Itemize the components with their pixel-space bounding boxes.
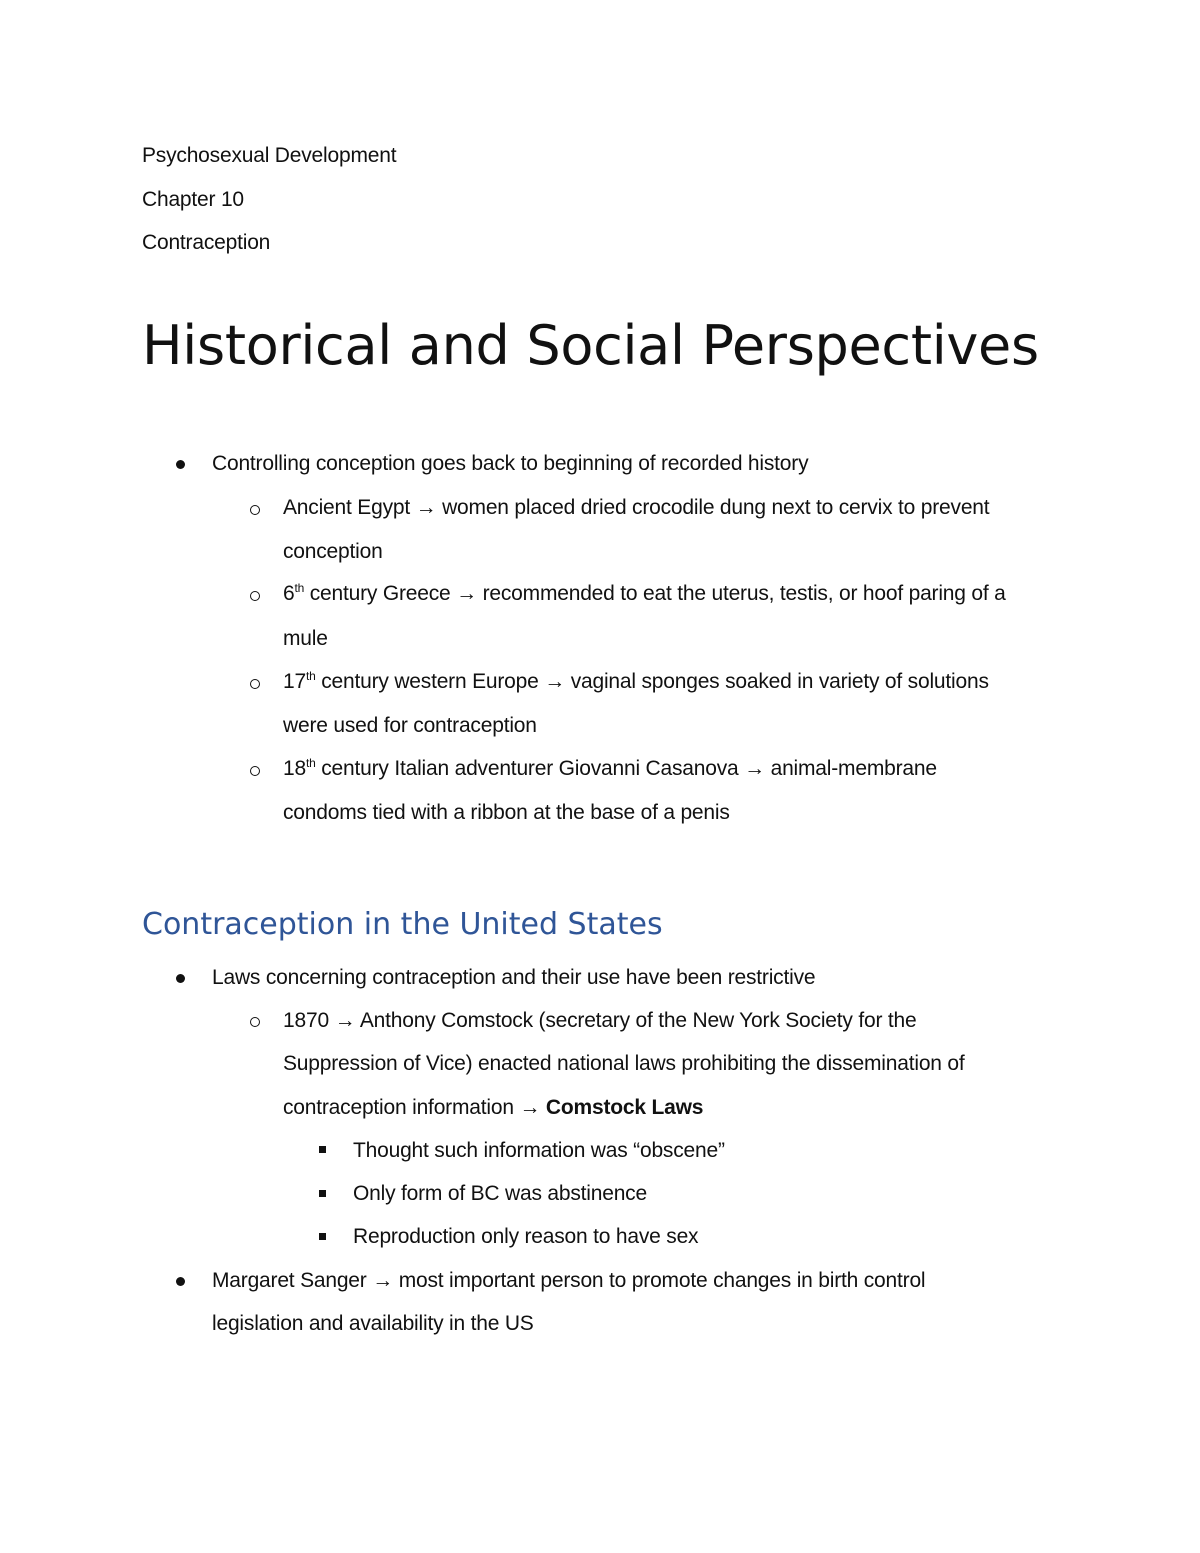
bullet-square: [319, 1190, 326, 1197]
page-title: Historical and Social Perspectives: [142, 314, 1039, 377]
list-item-continuation: contraception information → Comstock Laws: [283, 1096, 704, 1119]
list-item-continuation: legislation and availability in the US: [212, 1312, 534, 1335]
bullet-circle: [250, 505, 260, 515]
list-item: 1870 → Anthony Comstock (secretary of the New York Society for the: [283, 1009, 917, 1032]
arrow-icon: →: [544, 670, 566, 693]
bullet-circle: [250, 679, 260, 689]
arrow-icon: →: [415, 496, 437, 519]
bullet-circle: [250, 591, 260, 601]
course-name: Psychosexual Development: [142, 144, 397, 167]
arrow-icon: →: [372, 1269, 394, 1292]
arrow-icon: →: [334, 1009, 356, 1032]
list-item: Laws concerning contraception and their use have been restrictive: [212, 966, 816, 989]
bullet-circle: [250, 1017, 260, 1027]
section-heading: Contraception in the United States: [142, 907, 663, 942]
list-item-continuation: Suppression of Vice) enacted national laws prohibiting the dissemination of: [283, 1052, 965, 1075]
arrow-icon: →: [519, 1096, 541, 1119]
topic-label: Contraception: [142, 231, 271, 254]
list-item: 6th century Greece → recommended to eat the uterus, testis, or hoof paring of a: [283, 581, 1006, 605]
list-item: Controlling conception goes back to beginning of recorded history: [212, 452, 809, 475]
list-item-continuation: conception: [283, 540, 383, 563]
list-item: 18th century Italian adventurer Giovanni Casanova → animal-membrane: [283, 756, 937, 780]
list-item-continuation: condoms tied with a ribbon at the base of a penis: [283, 801, 730, 824]
list-item: Margaret Sanger → most important person to promote changes in birth control: [212, 1269, 926, 1292]
bullet-square: [319, 1233, 326, 1240]
bullet-dot: [176, 974, 185, 983]
list-item-continuation: were used for contraception: [283, 714, 537, 737]
chapter-label: Chapter 10: [142, 188, 244, 211]
list-item: Ancient Egypt → women placed dried crocodile dung next to cervix to prevent: [283, 496, 990, 519]
list-item: Reproduction only reason to have sex: [353, 1225, 699, 1248]
bullet-circle: [250, 766, 260, 776]
arrow-icon: →: [744, 757, 765, 780]
bullet-dot: [176, 1277, 185, 1286]
list-item: Thought such information was “obscene”: [353, 1139, 725, 1162]
bullet-dot: [176, 460, 185, 469]
list-item: 17th century western Europe → vaginal sponges soaked in variety of solutions: [283, 669, 989, 693]
bullet-square: [319, 1146, 326, 1153]
bold-term: Comstock Laws: [545, 1096, 704, 1119]
arrow-icon: →: [456, 582, 477, 605]
list-item-continuation: mule: [283, 627, 328, 650]
list-item: Only form of BC was abstinence: [353, 1182, 647, 1205]
